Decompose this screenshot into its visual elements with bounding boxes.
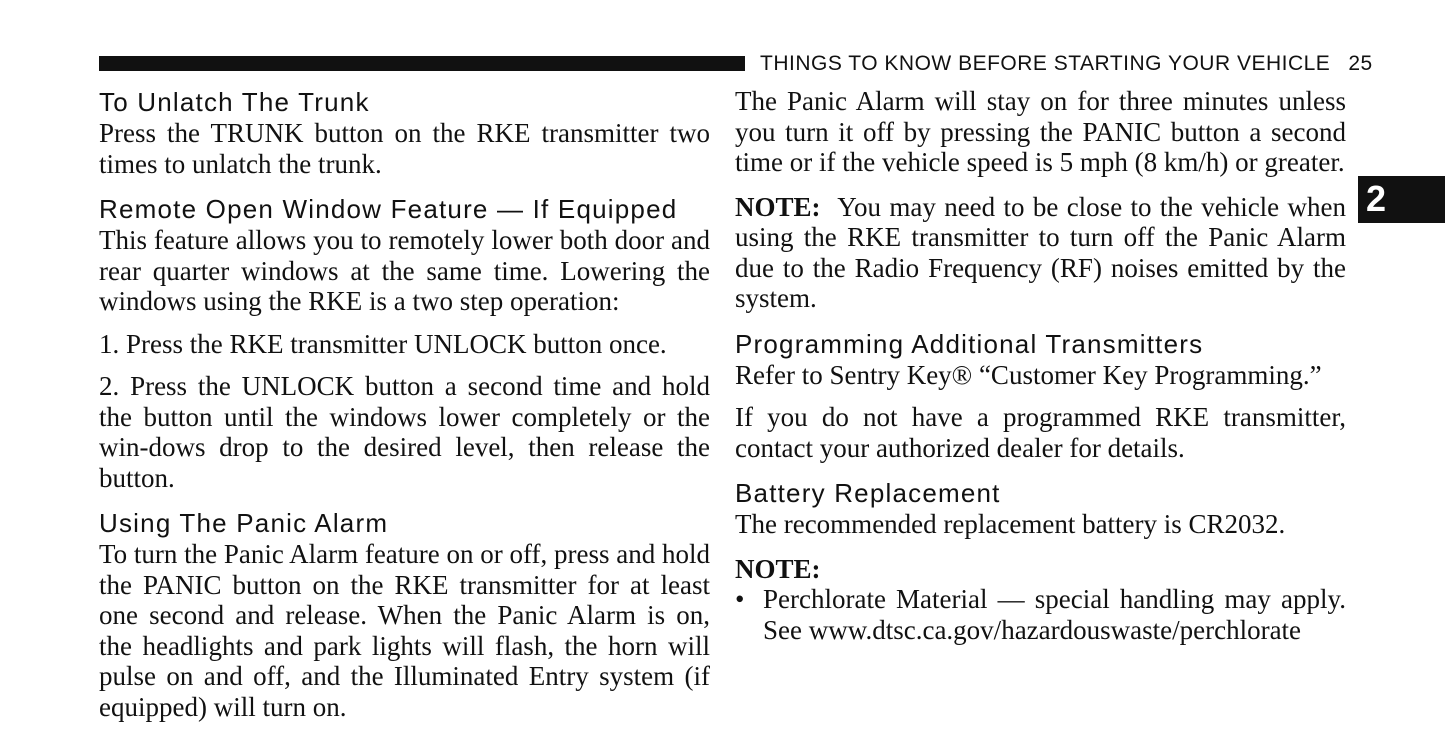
programming-paragraph: Refer to Sentry Key® “Customer Key Programming.”: [735, 359, 1322, 390]
note-rf-paragraph: [735, 192, 1346, 314]
window-paragraph: This feature allows you to remotely lower both door and rear quarter windows at the same time. Lowering the windows using the RKE is a two step operation:: [99, 225, 710, 316]
perchlorate-text: Perchlorate Material — special handling may apply. See www.dtsc.ca.gov/hazardouswaste/perchlorate: [763, 584, 1346, 645]
right-column: [735, 86, 1346, 645]
panic-stay-paragraph: The Panic Alarm will stay on for three minutes unless you turn it off by pressing the PANIC button a second time or if the vehicle speed is 5 mph (8 km/h) or greater.: [735, 86, 1346, 177]
bullet-dot: •: [735, 584, 745, 614]
battery-paragraph: The recommended replacement battery is CR2032.: [735, 509, 1286, 539]
window-heading: Remote Open Window Feature — If Equipped: [99, 194, 678, 224]
header-rule-bar: [99, 56, 745, 71]
section-tab-label: 2: [1366, 178, 1387, 219]
note-label: NOTE:: [735, 191, 821, 222]
trunk-heading: To Unlatch The Trunk: [99, 87, 370, 117]
note-rf-text: You may need to be close to the vehicle when using the RKE transmitter to turn off the Panic Alarm due to the Radio Frequency (RF) noises emitted by the system.: [735, 191, 1346, 313]
perchlorate-bullet: [735, 584, 1346, 645]
dealer-paragraph: If you do not have a programmed RKE transmitter, contact your authorized dealer for details.: [735, 402, 1346, 463]
panic-heading: Using The Panic Alarm: [99, 508, 389, 538]
left-column: [99, 86, 710, 722]
programming-heading: Programming Additional Transmitters: [735, 328, 1204, 359]
note-label-2: NOTE:: [735, 553, 821, 584]
running-header-title: THINGS TO KNOW BEFORE STARTING YOUR VEHICLE: [760, 52, 1331, 75]
page-number: 25: [1348, 52, 1373, 75]
battery-heading: Battery Replacement: [735, 478, 1001, 508]
trunk-paragraph: Press the TRUNK button on the RKE transmitter two times to unlatch the trunk.: [99, 118, 710, 179]
section-tab: [1358, 176, 1445, 223]
running-header: [760, 52, 1373, 76]
step-2: 2. Press the UNLOCK button a second time and hold the button until the windows lower completely or the win-dows drop to the desired level, then release the button.: [99, 371, 710, 493]
panic-paragraph: To turn the Panic Alarm feature on or off, press and hold the PANIC button on the RKE transmitter for at least one second and release. When the Panic Alarm is on, the headlights and park lights will flash, the horn will pulse on and off, and the Illuminated Entry system (if equipped) will turn on.: [99, 539, 710, 722]
step-1: 1. Press the RKE transmitter UNLOCK button once.: [99, 328, 667, 359]
